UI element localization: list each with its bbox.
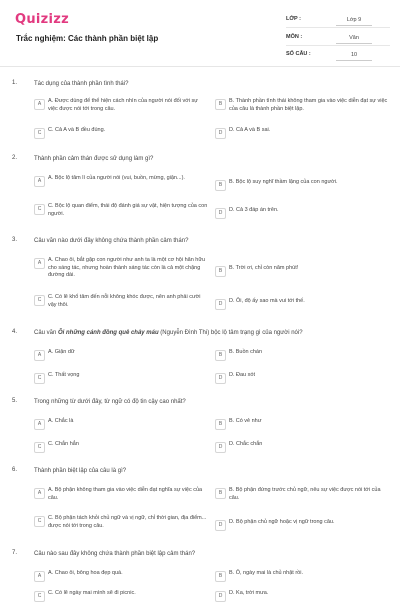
option-text: D. Ka, trời mưa. [229,590,269,596]
question-text: Tác dụng của thành phần tình thái? [34,81,129,87]
option-text: C. Chắn hẳn [48,441,79,447]
option-text: C. Có lẽ ngày mai mình sẽ đi picnic. [48,590,136,596]
option-letter-badge: C [34,373,45,384]
option-text: D. Chắc chắn [229,441,263,447]
option-text: D. Đau xót [229,372,255,378]
option-letter-badge: A [34,99,45,110]
worksheet-header [10,10,390,65]
meta-count-label: SỐ CÂU : [286,51,311,57]
option-letter-badge: D [215,520,226,531]
question-number: 4. [12,329,18,335]
option-letter-badge: A [34,258,45,269]
option-text: D. Bộ phận chủ ngữ hoặc vị ngữ trong câu. [229,519,335,525]
question-text: Câu văn nào dưới đây không chứa thành phần cảm thán? [34,238,189,244]
meta-grade-label: LỚP : [286,16,301,22]
question-number: 3. [12,237,18,243]
option-text: D. Cả A và B sai. [229,127,271,133]
option-letter-badge: C [34,516,45,527]
meta-subject-value: Văn [336,33,372,44]
question-number: 1. [12,80,18,86]
option-letter-badge: A [34,176,45,187]
option-letter-badge: A [34,350,45,361]
option-text: D. Cả 3 đáp án trên. [229,207,279,213]
option-text: B. Trời ơi, chỉ còn năm phút! [229,265,299,271]
quoted-line: Ôi những cánh đồng quê chảy máu [58,330,159,336]
option-text: B. Ô, ngày mai là chủ nhật rồi. [229,570,303,576]
option-letter-badge: B [215,266,226,277]
question-text: Câu văn Ôi những cánh đồng quê chảy máu (Nguyễn Đình Thi) bộc lộ tâm trạng gì của người nói? [34,330,303,336]
option-letter-badge: B [215,350,226,361]
option-letter-badge: C [34,204,45,215]
option-text: A. Chắc là [48,418,74,424]
option-letter-badge: D [215,373,226,384]
option-letter-badge: B [215,571,226,582]
option-letter-badge: A [34,419,45,430]
option-text: A. Giận dữ [48,349,75,355]
question-number: 6. [12,467,18,473]
option-text: A. Bộc lộ tâm lí của người nói (vui, buồn, mừng, giận...). [48,175,185,181]
worksheet-title: Trắc nghiệm: Các thành phần biệt lập [16,34,159,43]
question-text: Trong những từ dưới đây, từ ngữ có độ tin cậy cao nhất? [34,399,186,405]
option-letter-badge: D [215,299,226,310]
option-text: A. Chao ôi, bắt gặp con người như anh ta là một cơ hội hãn hữu cho sáng tác, nhưng hoàn thành sáng tác còn là cả một chặng đường dài. [48,257,206,278]
option-letter-badge: D [215,128,226,139]
quizizz-logo: Quizizz [15,12,70,27]
option-letter-badge: D [215,442,226,453]
question-text: Thành phần biệt lập của câu là gì? [34,468,127,474]
question-text: Thành phần cảm thán được sử dụng làm gì? [34,156,154,162]
option-text: C. Bộc lộ quan điểm, thái độ đánh giá sự vật, hiện tượng của con người. [48,203,208,217]
option-letter-badge: C [34,295,45,306]
meta-subject [286,30,390,46]
option-text: A. Chao ôi, bông hoa đẹp quá. [48,570,123,576]
meta-count-value: 10 [336,50,372,61]
option-text: B. Thành phần tình thái không tham gia vào việc diễn đạt sự việc của câu là thành phần biệt lập. [229,98,388,112]
option-text: C. Thất vọng [48,372,80,378]
option-text: C. Bộ phận tách khỏi chủ ngữ và vị ngữ, chỉ thời gian, địa điểm... được nói tới trong câu. [48,515,207,529]
question-number: 2. [12,155,18,161]
option-text: B. Bộ phận đứng trước chủ ngữ, nêu sự việc được nói tới của câu. [229,487,381,501]
meta-grade [286,12,390,28]
option-text: B. Bộc lộ suy nghĩ thầm lặng của con người. [229,179,338,185]
meta-grade-value: Lớp 9 [336,15,372,26]
option-letter-badge: A [34,488,45,499]
option-letter-badge: C [34,128,45,139]
option-letter-badge: D [215,208,226,219]
option-text: B. Có vẻ như [229,418,262,424]
meta-count [286,47,390,63]
option-letter-badge: B [215,99,226,110]
question-number: 7. [12,550,18,556]
option-text: A. Được dùng để thể hiện cách nhìn của người nói đối với sự việc được nói tới trong câu. [48,98,198,112]
option-text: D. Ôi, độ ấy sao mà vui tới thế. [229,298,305,304]
option-letter-badge: C [34,442,45,453]
option-letter-badge: B [215,488,226,499]
question-text: Câu nào sau đây không chứa thành phần biệt lập cảm thán? [34,551,196,557]
meta-subject-label: MÔN : [286,34,303,40]
option-letter-badge: D [215,591,226,602]
header-divider [0,66,400,67]
option-letter-badge: A [34,571,45,582]
question-number: 5. [12,398,18,404]
option-letter-badge: B [215,419,226,430]
option-text: A. Bộ phận không tham gia vào việc diễn đạt nghĩa sự việc của câu. [48,487,203,501]
option-letter-badge: C [34,591,45,602]
option-text: C. Cả A và B đều đúng. [48,127,106,133]
option-text: C. Có lẽ khổ tâm đến nỗi không khóc được, nên anh phải cười vậy thôi. [48,294,201,308]
option-letter-badge: B [215,180,226,191]
option-text: B. Buồn chán [229,349,263,355]
